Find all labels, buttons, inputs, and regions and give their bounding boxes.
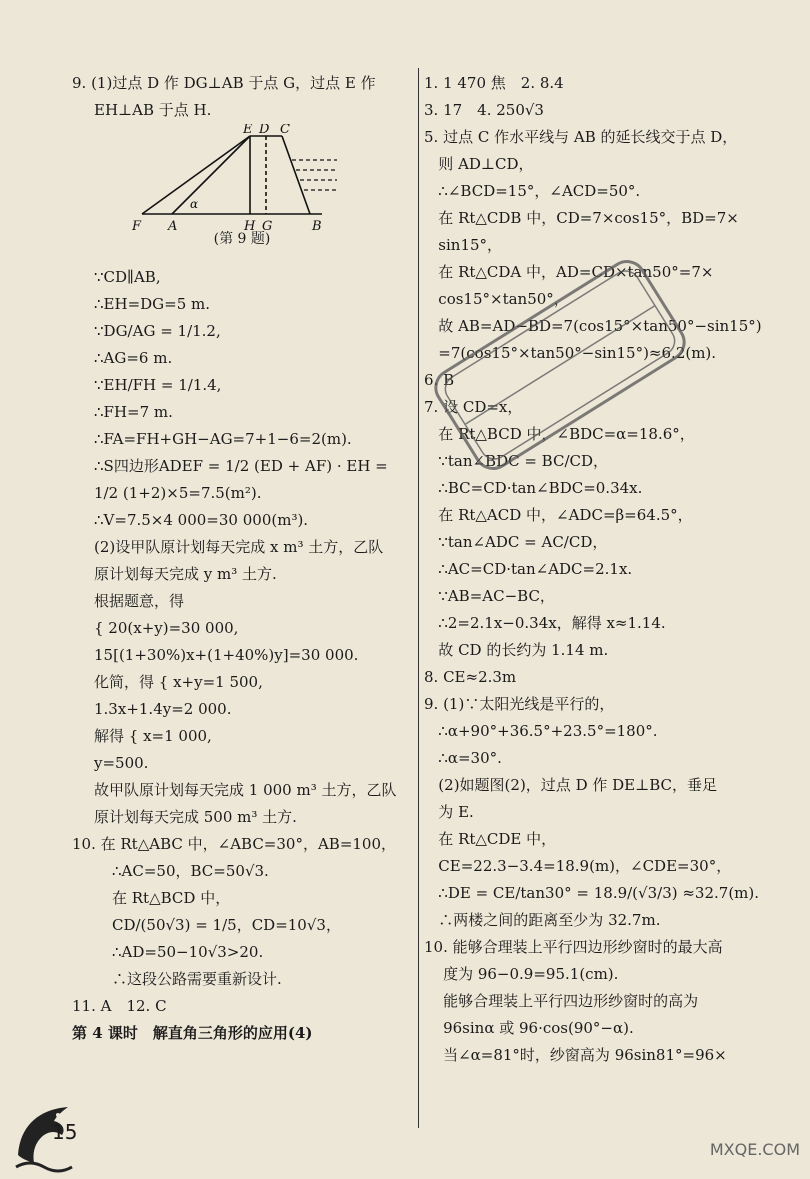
answer-line: 化简，得 { x+y=1 500, — [94, 673, 263, 691]
answer-line: 故甲队原计划每天完成 1 000 m³ 土方，乙队 — [94, 781, 397, 799]
answer-line: ∵AB=AC−BC， — [424, 587, 555, 605]
answer-line: 度为 96−0.9=95.1(cm). — [424, 965, 619, 983]
answer-line: sin15°， — [424, 236, 503, 254]
answer-line: ∵tan∠BDC = BC/CD， — [424, 452, 609, 470]
figure-label: A — [168, 219, 178, 234]
answer-line: 9. (1)∵太阳光线是平行的， — [424, 695, 615, 713]
answer-line: ∴S四边形ADEF = 1/2 (ED + AF) · EH = — [94, 457, 388, 475]
answer-line: 在 Rt△CDA 中，AD=CD×tan50°=7× — [424, 263, 714, 281]
figure-9 — [72, 124, 412, 264]
answer-line: ∴DE = CE/tan30° = 18.9/(√3/3) ≈32.7(m). — [424, 884, 760, 902]
answer-line: { 20(x+y)=30 000, — [94, 619, 239, 637]
answer-line: 9. (1)过点 D 作 DG⊥AB 于点 G，过点 E 作 — [72, 74, 376, 92]
answer-line: 故 AB=AD−BD=7(cos15°×tan50°−sin15°) — [424, 317, 762, 335]
answer-line: ∵CD∥AB, — [94, 268, 161, 286]
answer-line: 10. 在 Rt△ABC 中，∠ABC=30°，AB=100， — [72, 835, 397, 853]
answer-line: 7. 设 CD=x， — [424, 398, 523, 416]
answer-line: 则 AD⊥CD， — [424, 155, 534, 173]
answer-line: 故 CD 的长约为 1.14 m. — [424, 641, 609, 659]
answer-line: =7(cos15°×tan50°−sin15°)≈6.2(m). — [424, 344, 717, 362]
answer-line: ∵DG/AG = 1/1.2, — [94, 322, 221, 340]
answer-line: 11. A 12. C — [72, 997, 167, 1015]
answer-line: 解得 { x=1 000, — [94, 727, 212, 745]
answer-line: 在 Rt△ACD 中，∠ADC=β=64.5°， — [424, 506, 693, 524]
answer-line: 5. 过点 C 作水平线与 AB 的延长线交于点 D， — [424, 128, 738, 146]
figure-label: F — [132, 219, 142, 234]
answer-line: ∴EH=DG=5 m. — [94, 295, 211, 313]
answer-line: CE=22.3−3.4=18.9(m)，∠CDE=30°， — [424, 857, 732, 875]
trapezoid-diagram — [132, 124, 352, 239]
column-divider — [418, 68, 419, 1128]
answer-line: 在 Rt△CDB 中，CD=7×cos15°，BD=7× — [424, 209, 739, 227]
answer-line: ∴AC=50，BC=50√3. — [112, 862, 269, 880]
answer-line: (2)设甲队原计划每天完成 x m³ 土方，乙队 — [94, 538, 384, 556]
answer-line: ∴FA=FH+GH−AG=7+1−6=2(m). — [94, 430, 352, 448]
right-column — [424, 70, 774, 1069]
figure-label: E — [243, 124, 253, 137]
figure-label: B — [312, 219, 322, 234]
answer-line: 96sinα 或 96·cos(90°−α). — [424, 1019, 634, 1037]
answer-line: ∴∠BCD=15°，∠ACD=50°. — [424, 182, 641, 200]
answer-line: 3. 17 4. 250√3 — [424, 101, 544, 119]
figure-label: H — [244, 219, 256, 234]
answer-line: (2)如题图(2)，过点 D 作 DE⊥BC，垂足 — [424, 776, 717, 794]
page-number: 15 — [52, 1120, 78, 1144]
answer-line: ∴2=2.1x−0.34x，解得 x≈1.14. — [424, 614, 666, 632]
figure-label: G — [262, 219, 273, 234]
figure-label: α — [190, 197, 199, 211]
answer-line: 1.3x+1.4y=2 000. — [94, 700, 232, 718]
answer-line: 原计划每天完成 y m³ 土方. — [94, 565, 277, 583]
answer-line: ∴FH=7 m. — [94, 403, 173, 421]
answer-line: 原计划每天完成 500 m³ 土方. — [94, 808, 297, 826]
answer-line: EH⊥AB 于点 H. — [94, 101, 212, 119]
answer-line: y=500. — [94, 754, 149, 772]
answer-line: 6. B — [424, 371, 455, 389]
answer-line: ∴AC=CD·tan∠ADC=2.1x. — [424, 560, 633, 578]
answer-line: 8. CE≈2.3m — [424, 668, 517, 686]
answer-line: 15[(1+30%)x+(1+40%)y]=30 000. — [94, 646, 359, 664]
answer-line: 当∠α=81°时，纱窗高为 96sin81°=96× — [424, 1046, 727, 1064]
answer-line: 能够合理装上平行四边形纱窗时的高为 — [424, 992, 699, 1010]
answer-line: ∵tan∠ADC = AC/CD， — [424, 533, 608, 551]
answer-line: 1. 1 470 焦 2. 8.4 — [424, 74, 564, 92]
stamp-graphic — [430, 250, 690, 480]
watermark-text: MXQE.COM — [709, 1140, 800, 1159]
answer-line: cos15°×tan50°， — [424, 290, 569, 308]
answer-line: ∴这段公路需要重新设计. — [112, 970, 282, 988]
answer-line: ∵EH/FH = 1/1.4, — [94, 376, 222, 394]
answer-line: 为 E. — [424, 803, 474, 821]
answer-line: 第 4 课时 解直角三角形的应用(4) — [72, 1024, 313, 1042]
answer-line: 在 Rt△BCD 中，∠BDC=α=18.6°， — [424, 425, 695, 443]
answer-line: ∴两楼之间的距离至少为 32.7m. — [424, 911, 661, 929]
answer-line: ∴α+90°+36.5°+23.5°=180°. — [424, 722, 658, 740]
answer-line: ∴AG=6 m. — [94, 349, 173, 367]
answer-line: 1/2 (1+2)×5=7.5(m²). — [94, 484, 262, 502]
answer-line: CD/(50√3) = 1/5，CD=10√3， — [112, 916, 341, 934]
figure-caption: (第 9 题) — [213, 231, 271, 247]
answer-line: ∴V=7.5×4 000=30 000(m³). — [94, 511, 309, 529]
answer-line: 在 Rt△BCD 中， — [112, 889, 231, 907]
left-column — [72, 70, 412, 1047]
answer-line: 10. 能够合理装上平行四边形纱窗时的最大高 — [424, 938, 723, 956]
figure-label: C — [280, 124, 290, 137]
figure-label: D — [259, 124, 270, 137]
answer-line: ∴BC=CD·tan∠BDC=0.34x. — [424, 479, 643, 497]
answer-line: ∴α=30°. — [424, 749, 502, 767]
answer-line: 在 Rt△CDE 中， — [424, 830, 557, 848]
answer-line: ∴AD=50−10√3>20. — [112, 943, 264, 961]
answer-line: 根据题意，得 — [94, 592, 185, 610]
